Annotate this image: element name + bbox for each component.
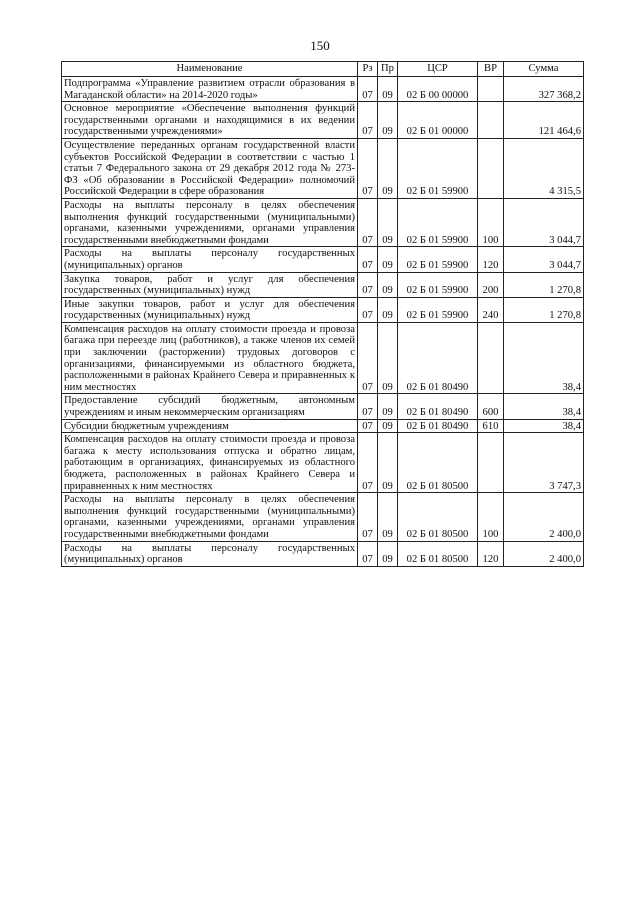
row-rz-cell: 07 [358,102,378,139]
row-sum-cell: 38,4 [504,419,584,433]
header-rz: Рз [358,62,378,77]
row-vr-cell: 100 [478,198,504,246]
row-vr-cell: 120 [478,541,504,566]
row-vr-cell [478,433,504,493]
row-vr-cell [478,102,504,139]
row-pr-cell: 09 [378,102,398,139]
row-rz-cell: 07 [358,394,378,419]
header-name: Наименование [62,62,358,77]
budget-table [61,61,584,567]
row-rz-cell: 07 [358,138,378,198]
row-sum-cell: 38,4 [504,394,584,419]
header-vr: ВР [478,62,504,77]
row-pr-cell: 09 [378,297,398,322]
row-rz-cell: 07 [358,77,378,102]
row-sum-cell: 1 270,8 [504,272,584,297]
row-pr-cell: 09 [378,322,398,394]
row-pr-cell: 09 [378,541,398,566]
row-vr-cell [478,322,504,394]
row-rz-cell: 07 [358,247,378,272]
table-row [62,433,584,493]
row-vr-cell: 240 [478,297,504,322]
row-pr-cell: 09 [378,138,398,198]
row-name-cell: Расходы на выплаты персоналу государственных (муниципальных) органов [62,247,358,272]
row-rz-cell: 07 [358,272,378,297]
header-sum: Сумма [504,62,584,77]
row-sum-cell: 3 044,7 [504,198,584,246]
row-pr-cell: 09 [378,77,398,102]
row-pr-cell: 09 [378,272,398,297]
page-number: 150 [310,38,330,53]
row-name-cell: Компенсация расходов на оплату стоимости проезда и провоза багажа к месту использования отпуска и обратно лицам, работающим в организациях, финансируемых из областного бюджета, расположенных в районах Крайнего Севера и приравненных к ним местностях [62,433,358,493]
table-row [62,322,584,394]
row-name-cell: Иные закупки товаров, работ и услуг для обеспечения государственных (муниципальных) нужд [62,297,358,322]
row-sum-cell: 3 044,7 [504,247,584,272]
row-rz-cell: 07 [358,541,378,566]
row-pr-cell: 09 [378,493,398,541]
row-sum-cell: 2 400,0 [504,541,584,566]
table-row [62,247,584,272]
table-row [62,394,584,419]
row-pr-cell: 09 [378,247,398,272]
row-name-cell: Предоставление субсидий бюджетным, автономным учреждениям и иным некоммерческим организациям [62,394,358,419]
row-csr-cell: 02 Б 01 80490 [398,322,478,394]
row-rz-cell: 07 [358,297,378,322]
row-name-cell: Основное мероприятие «Обеспечение выполнения функций государственными органами и находящимися в их ведении государственными учреждениями» [62,102,358,139]
row-pr-cell: 09 [378,394,398,419]
row-csr-cell: 02 Б 01 00000 [398,102,478,139]
row-name-cell: Компенсация расходов на оплату стоимости проезда и провоза багажа при переезде лиц (работников), а также членов их семей при заключении (расторжении) трудовых договоров с организациями, финансируемыми из областного бюджета, расположенными в районах Крайнего Севера и приравненных к ним местностях [62,322,358,394]
table-row [62,272,584,297]
row-csr-cell: 02 Б 01 80500 [398,433,478,493]
row-name-cell: Расходы на выплаты персоналу государственных (муниципальных) органов [62,541,358,566]
row-csr-cell: 02 Б 01 80490 [398,394,478,419]
row-sum-cell: 4 315,5 [504,138,584,198]
row-rz-cell: 07 [358,198,378,246]
table-row [62,77,584,102]
row-rz-cell: 07 [358,322,378,394]
header-csr: ЦСР [398,62,478,77]
header-pr: Пр [378,62,398,77]
row-rz-cell: 07 [358,433,378,493]
row-name-cell: Осуществление переданных органам государственной власти субъектов Российской Федерации в соответствии с частью 1 статьи 7 Федерального закона от 29 декабря 2012 года № 273-ФЗ «Об образовании в Российской Федерации» полномочий Российской Федерации в сфере образования [62,138,358,198]
row-name-cell: Закупка товаров, работ и услуг для обеспечения государственных (муниципальных) нужд [62,272,358,297]
row-csr-cell: 02 Б 01 59900 [398,138,478,198]
row-csr-cell: 02 Б 01 59900 [398,272,478,297]
row-sum-cell: 3 747,3 [504,433,584,493]
row-sum-cell: 121 464,6 [504,102,584,139]
row-vr-cell: 200 [478,272,504,297]
row-csr-cell: 02 Б 01 59900 [398,198,478,246]
row-csr-cell: 02 Б 01 80500 [398,493,478,541]
table-row [62,138,584,198]
row-vr-cell: 600 [478,394,504,419]
row-vr-cell [478,138,504,198]
row-vr-cell: 610 [478,419,504,433]
row-sum-cell: 38,4 [504,322,584,394]
row-name-cell: Расходы на выплаты персоналу в целях обеспечения выполнения функций государственными (муниципальными) органами, казенными учреждениями, органами управления государственными внебюджетными фондами [62,198,358,246]
row-csr-cell: 02 Б 01 80490 [398,419,478,433]
table-row [62,541,584,566]
row-pr-cell: 09 [378,198,398,246]
table-row [62,297,584,322]
table-header-row [62,62,584,77]
row-rz-cell: 07 [358,419,378,433]
table-row [62,493,584,541]
row-sum-cell: 2 400,0 [504,493,584,541]
row-name-cell: Подпрограмма «Управление развитием отрасли образования в Магаданской области» на 2014-2020 годы» [62,77,358,102]
row-sum-cell: 327 368,2 [504,77,584,102]
row-vr-cell [478,77,504,102]
row-csr-cell: 02 Б 00 00000 [398,77,478,102]
table-row [62,102,584,139]
row-csr-cell: 02 Б 01 80500 [398,541,478,566]
row-sum-cell: 1 270,8 [504,297,584,322]
row-pr-cell: 09 [378,433,398,493]
table-row [62,198,584,246]
row-rz-cell: 07 [358,493,378,541]
row-vr-cell: 100 [478,493,504,541]
row-name-cell: Расходы на выплаты персоналу в целях обеспечения выполнения функций государственными (муниципальными) органами, казенными учреждениями, органами управления государственными внебюджетными фондами [62,493,358,541]
row-name-cell: Субсидии бюджетным учреждениям [62,419,358,433]
row-vr-cell: 120 [478,247,504,272]
row-csr-cell: 02 Б 01 59900 [398,247,478,272]
row-pr-cell: 09 [378,419,398,433]
row-csr-cell: 02 Б 01 59900 [398,297,478,322]
table-row [62,419,584,433]
